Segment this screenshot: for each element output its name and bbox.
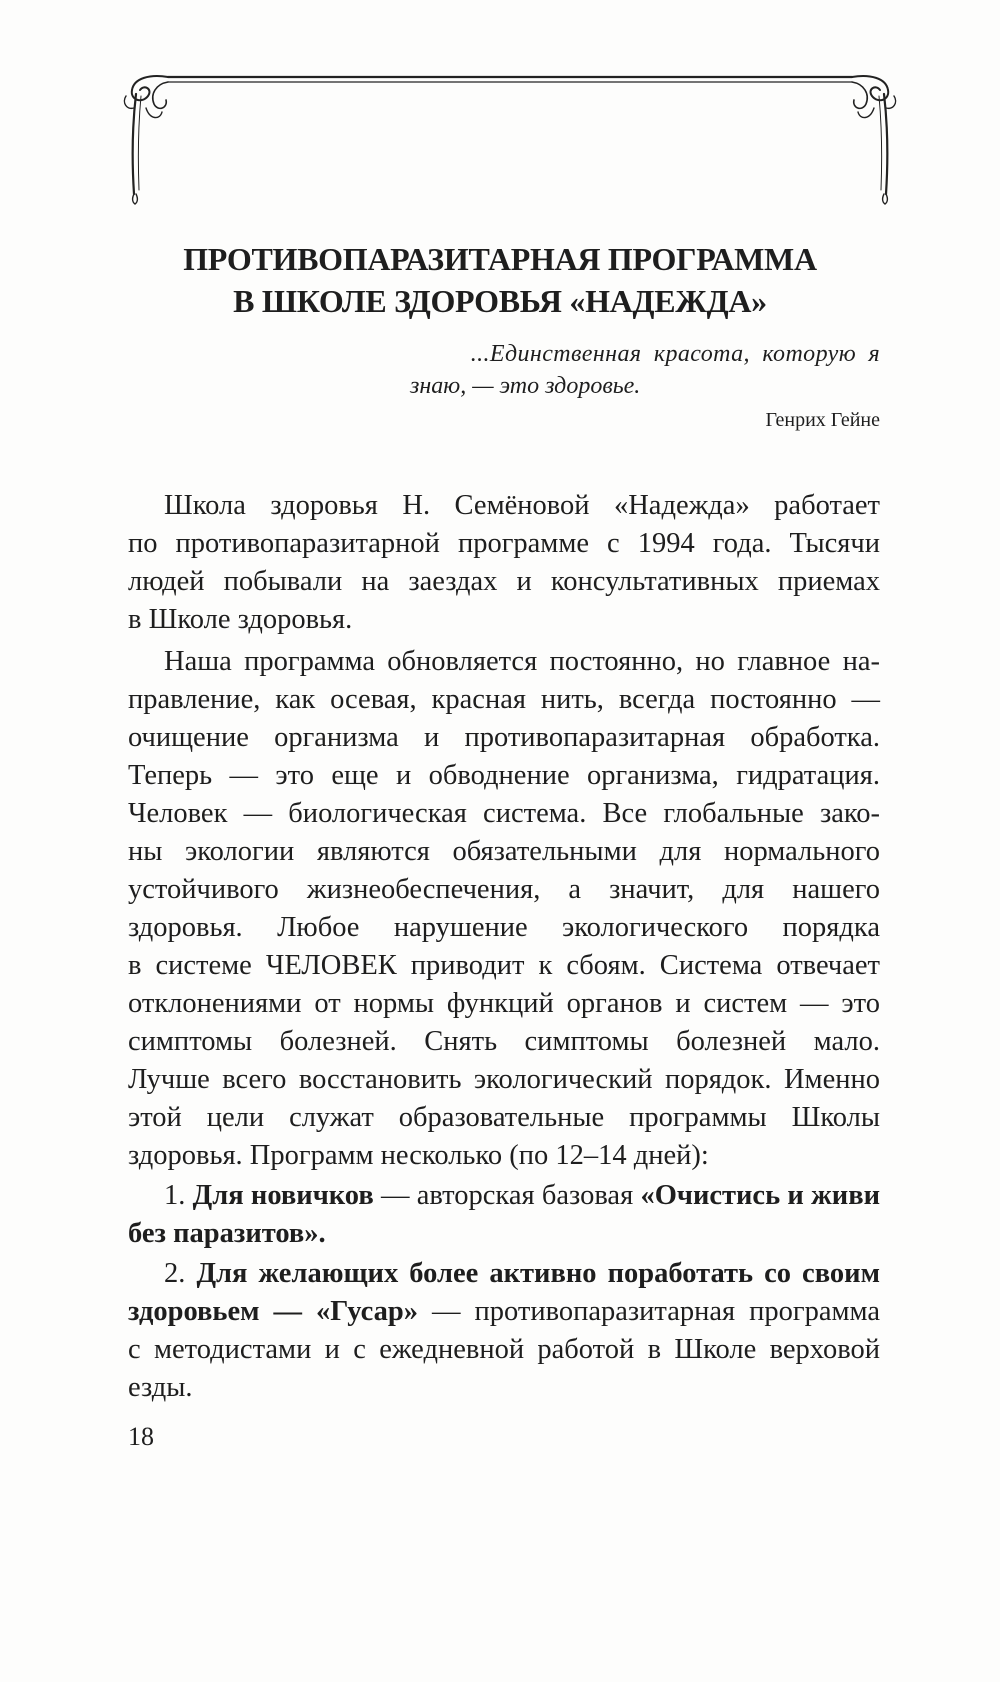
list-item-2-bold-a: Для желающих более активно поработать со своим — [196, 1258, 880, 1289]
body-line: в Школе здоровья. — [128, 604, 353, 635]
list-item-2-line-1 — [164, 1255, 880, 1293]
ornament-graphic — [120, 68, 900, 208]
body-line: очищение организма и противопаразитарная обработка. — [128, 722, 880, 753]
list-item-1-bold-a: Для новичков — [192, 1180, 374, 1211]
page-number: 18 — [128, 1422, 154, 1451]
list-item-2-line-3: с методистами и с ежедневной работой в Школе верховой — [128, 1334, 880, 1365]
body-line: по противопаразитарной программе с 1994 года. Тысячи — [128, 528, 880, 559]
list-item-2-line-2 — [128, 1293, 880, 1331]
body-line: Теперь — это еще и обводнение организма, гидратация. — [128, 760, 880, 791]
epigraph — [410, 338, 880, 436]
body-line: этой цели служат образовательные программы Школы — [128, 1102, 880, 1133]
list-item-1-text-a: — авторская базовая — [381, 1180, 634, 1211]
list-item-2-line-4: езды. — [128, 1372, 193, 1403]
list-item-1-number: 1. — [164, 1180, 186, 1211]
list-item-1-bold-b: «Очистись и живи — [640, 1180, 881, 1211]
body-line: людей побывали на заездах и консультативных приемах — [128, 566, 880, 597]
body-line: здоровья. Программ несколько (по 12–14 дней): — [128, 1140, 709, 1171]
body-line: Человек — биологическая система. Все глобальные зако- — [128, 798, 880, 829]
body-line: ны экологии являются обязательными для нормального — [128, 836, 880, 867]
list-item-2-number: 2. — [164, 1258, 186, 1289]
chapter-title-line-1: ПРОТИВОПАРАЗИТАРНАЯ ПРОГРАММА — [183, 241, 817, 277]
chapter-title-line-2: В ШКОЛЕ ЗДОРОВЬЯ «НАДЕЖДА» — [233, 283, 767, 319]
list-item-1-line-1 — [164, 1177, 880, 1215]
list-item-2-bold-b: здоровьем — «Гусар» — [128, 1296, 419, 1327]
body-line: симптомы болезней. Снять симптомы болезней мало. — [128, 1026, 880, 1057]
list-item-1-line-2 — [128, 1215, 880, 1253]
body-line: отклонениями от нормы функций органов и систем — это — [128, 988, 880, 1019]
list-item-2-text-b: — противопаразитарная программа — [432, 1296, 880, 1327]
body-line: в системе ЧЕЛОВЕК приводит к сбоям. Система отвечает — [128, 950, 880, 981]
body-line: Наша программа обновляется постоянно, но главное на- — [164, 646, 880, 677]
decorative-frame-ornament — [120, 68, 900, 208]
epigraph-line-1: ...Единственная красота, которую я — [470, 341, 880, 367]
epigraph-author: Генрих Гейне — [765, 409, 880, 431]
body-line: устойчивого жизнеобеспечения, а значит, для нашего — [128, 874, 880, 905]
list-item-1-bold-c: без паразитов». — [128, 1218, 326, 1249]
body-line: Лучше всего восстановить экологический порядок. Именно — [128, 1064, 880, 1095]
body-line: здоровья. Любое нарушение экологического порядка — [128, 912, 880, 943]
epigraph-line-2: знаю, — это здоровье. — [410, 373, 641, 399]
chapter-title — [100, 238, 900, 322]
body-line: Школа здоровья Н. Семёновой «Надежда» работает — [164, 490, 880, 521]
body-line: правление, как осевая, красная нить, всегда постоянно — — [128, 684, 880, 715]
